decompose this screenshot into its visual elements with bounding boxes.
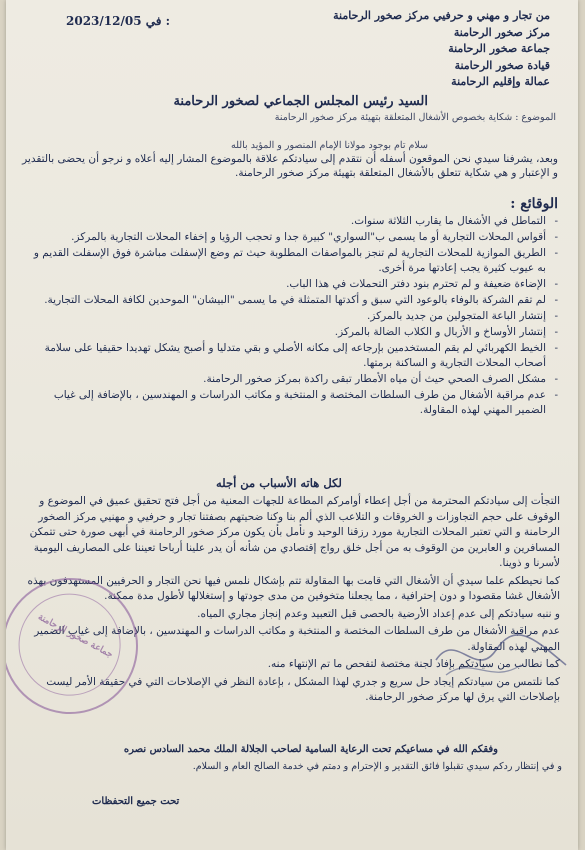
body-paragraph: كما نلتمس من سيادتكم إيجاد حل سريع و جدري لهذا المشكل ، بإعادة النظر في الإصلاحات التي في حقيقة الأمر ليست بإصلاحات التي يرق لها مركز صخور الرحامنة.	[46, 675, 560, 703]
fact-item: - لم تقم الشركة بالوفاء بالوعود التي سبق و أكدتها المتمثلة في ما يسمى "البيشان" الموحدين لكافة المحلات التجارية.	[23, 293, 558, 308]
date-line	[66, 14, 170, 28]
fact-item: - التماطل في الأشغال ما يقارب الثلاثة سنوات.	[23, 214, 558, 229]
salutation: سلام تام بوجود مولانا الإمام المنصور و المؤيد بالله	[231, 140, 428, 151]
address-line: من تجار و مهني و حرفيي مركز صخور الرحامنة	[333, 9, 550, 22]
fact-item: - عدم مراقبة الأشغال من طرف السلطات المختصة و المنتخبة و مكاتب الدراسات و المهندسين ، بالإضافة إلى غياب الضمير المهني لهذه المقاولة.	[23, 388, 558, 418]
fact-item: - مشكل الصرف الصحي حيث أن مياه الأمطار تبقى راكدة بمركز صخور الرحامنة.	[23, 372, 558, 387]
fact-item: - الطريق الموازية للمحلات التجارية لم تنجز بالمواصفات المطلوبة حيث تم وضع الإسفلت مباشرة فوق الإسفلت القديم و به عيوب كثيرة يجب إعادتها مرة أخرى.	[23, 246, 558, 276]
facts-list	[23, 214, 558, 419]
body-paragraph: كما نحيطكم علما سيدي أن الأشغال التي قامت بها المقاولة تتم بإشكال نلمس فيها نحن التجار و الحرفيين المستهدفون بهذه الأشغال غشا مقصودا و دون إحترافية ، مما يجعلنا متخوفين من مدى جودتها و إستغلالها لأطول مدة ممكنة.	[27, 574, 560, 602]
fact-item: - إنتشار الأوساخ و الأزبال و الكلاب الضالة بالمركز.	[23, 325, 558, 340]
fact-item: - أقواس المحلات التجارية أو ما يسمى ب"السواري" كبيرة جدا و تحجب الرؤيا و إخفاء المحلات التجارية بالمركز.	[23, 230, 558, 245]
closing-regards: و في إنتظار ردكم سيدي تقبلوا فائق التقدير و الإحترام و دمتم في خدمة الصالح العام و السلام.	[192, 761, 562, 772]
addressee: السيد رئيس المجلس الجماعي لصخور الرحامنة	[173, 94, 428, 109]
fact-item: - الإضاءة ضعيفة و لم تحترم بنود دفتر التحملات في هذا الباب.	[23, 277, 558, 292]
reasons-heading: لكل هاته الأسباب من أجله	[216, 476, 342, 490]
document-page	[6, 0, 578, 850]
body-paragraph: و ننبه سيادتكم إلى عدم إعداد الأرضية بالحصى قبل التعبيد وعدم إنجاز مجاري المياه.	[197, 607, 560, 620]
address-line: جماعة صخور الرحامنة	[448, 42, 550, 55]
fact-item: - إنتشار الباعة المتجولين من جديد بالمركز.	[23, 309, 558, 324]
date-value: 2023/12/05	[66, 14, 142, 28]
signature-label: تحت جميع التحفظات	[92, 796, 180, 807]
date-label: في :	[145, 14, 171, 28]
closing-blessing: وفقكم الله في مساعيكم تحت الرعاية السامية لصاحب الجلالة الملك محمد السادس نصره	[123, 744, 498, 755]
sender-address	[290, 8, 550, 91]
body-paragraph: عدم مراقبة الأشغال من طرف السلطات المختصة و المنتخبة و مكاتب الدراسات و المهندسين ، بالإضافة إلى غياب الضمير المهني لهذه المقاولة.	[34, 625, 560, 653]
body-paragraph: التجأت إلى سيادتكم المحترمة من أجل إعطاء أوامركم المطاعة للجهات المعنية من أجل فتح تحقيق عميق في الموضوع و الوقوف على حجم التجاوزات و الخروقات و التلاعب الذي ألم بنا وكنا ضحيتهم بصفتنا تجار و حرفيي و مهنيي مركز الصخور الرحامنة و التي تعتبر المحلات التجارية مورد رزقنا الوحيد و نأمل بأن يكون مركز صخور الرحامنة في أبهى صورة حتى تتمكن المسافرين و العابرين من الوقوف به من أجل خلق رواج إقتصادي من شأنه أن يدر علينا أرباحا تعيننا على المصاريف اليومية لأسرنا و ذوينا.	[29, 495, 560, 569]
address-line: قيادة صخور الرحامنة	[454, 58, 550, 72]
intro-paragraph: وبعد، يشرفنا سيدي نحن الموقعون أسفله أن نتقدم إلى سيادتكم علاقة بالموضوع المشار إليه أعلاه و نرجو أن يحضى بالتقدير و الإعتبار و هي شكاية تتعلق بالأشغال المتعلقة بتهيئة مركز صخور الرحامنة.	[22, 153, 558, 179]
subject-line: الموضوع : شكاية بخصوص الأشغال المتعلقة بتهيئة مركز صخور الرحامنة	[274, 112, 556, 123]
address-line: مركز صخور الرحامنة	[453, 25, 550, 39]
body-paragraph: كما نطالب من سيادتكم بإفاد لجنة مختصة لتفحص ما تم الإنتهاء منه.	[267, 658, 560, 670]
address-line: عمالة وإقليم الرحامنة	[451, 75, 550, 88]
fact-item: - الخيط الكهربائي لم يقم المستخدمين بإرجاعه إلى مكانه الأصلي و بقي متدليا و أصبح يشكل تهديدا حقيقيا على سلامة أصحاب المحلات التجارية و الساكنة برمتها.	[23, 341, 558, 371]
signature-scribble	[426, 620, 576, 690]
facts-heading: الوقائع :	[510, 196, 558, 212]
stamp-text: جماعة صخور الرحامنة	[36, 612, 115, 661]
